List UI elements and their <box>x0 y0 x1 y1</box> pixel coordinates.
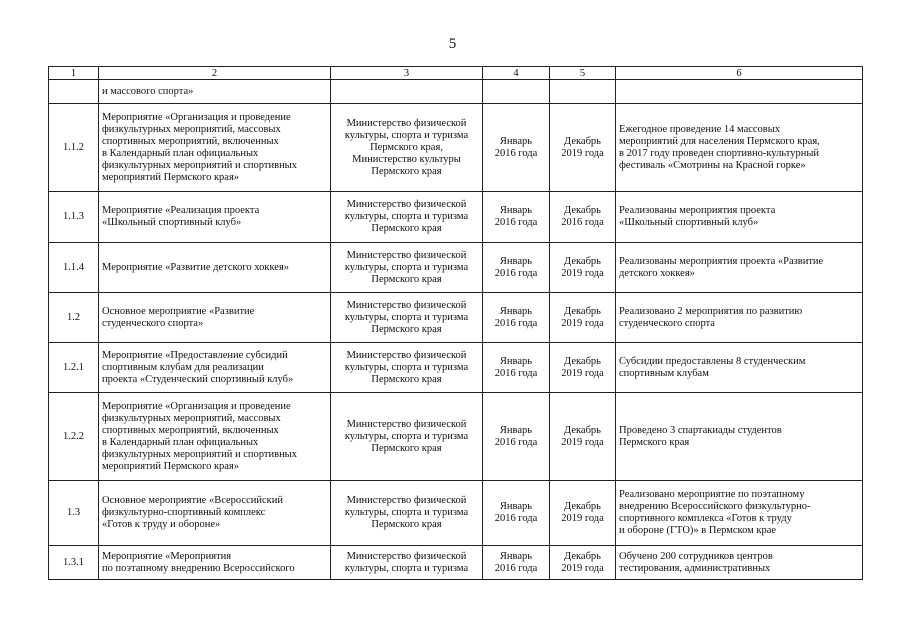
row-end-date: Декабрь 2019 года <box>550 393 616 481</box>
row-end-date: Декабрь 2019 года <box>550 293 616 343</box>
row-number: 1.1.4 <box>49 243 99 293</box>
row-number: 1.2.1 <box>49 343 99 393</box>
row-start-date: Январь 2016 года <box>483 481 550 546</box>
page-number: 5 <box>448 36 457 52</box>
row-number <box>49 80 99 104</box>
table-row <box>49 80 863 104</box>
row-start-date: Январь 2016 года <box>483 293 550 343</box>
row-result: Реализованы мероприятия проекта «Развитие детского хоккея» <box>616 243 863 293</box>
row-number: 1.1.2 <box>49 104 99 192</box>
row-executor: Министерство физической культуры, спорта и туризма Пермского края <box>331 192 483 243</box>
row-executor: Министерство физической культуры, спорта и туризма Пермского края <box>331 293 483 343</box>
row-executor: Министерство физической культуры, спорта и туризма Пермского края, Министерство культуры Пермского края <box>331 104 483 192</box>
row-executor: Министерство физической культуры, спорта и туризма Пермского края <box>331 243 483 293</box>
row-executor: Министерство физической культуры, спорта и туризма Пермского края <box>331 393 483 481</box>
row-end-date: Декабрь 2019 года <box>550 243 616 293</box>
row-start-date: Январь 2016 года <box>483 393 550 481</box>
row-event-name: Основное мероприятие «Развитие студенческого спорта» <box>99 293 331 343</box>
header-cell-1: 1 <box>49 67 99 80</box>
header-cell-4: 4 <box>483 67 550 80</box>
row-end-date: Декабрь 2019 года <box>550 343 616 393</box>
row-end-date: Декабрь 2019 года <box>550 546 616 580</box>
row-number: 1.2 <box>49 293 99 343</box>
row-number: 1.1.3 <box>49 192 99 243</box>
row-executor: Министерство физической культуры, спорта и туризма <box>331 546 483 580</box>
row-executor: Министерство физической культуры, спорта и туризма Пермского края <box>331 343 483 393</box>
header-cell-5: 5 <box>550 67 616 80</box>
row-event-name: Мероприятие «Развитие детского хоккея» <box>99 243 331 293</box>
row-number: 1.3.1 <box>49 546 99 580</box>
row-event-name: Основное мероприятие «Всероссийский физкультурно-спортивный комплекс «Готов к труду и обороне» <box>99 481 331 546</box>
row-start-date: Январь 2016 года <box>483 104 550 192</box>
row-start-date <box>483 80 550 104</box>
header-cell-2: 2 <box>99 67 331 80</box>
row-event-name: Мероприятие «Организация и проведение физкультурных мероприятий, массовых спортивных мероприятий, включенных в Календарный план официальных физкультурных мероприятий и спортивных мероприятий Пермского края» <box>99 393 331 481</box>
row-result: Проведено 3 спартакиады студентов Пермского края <box>616 393 863 481</box>
events-table <box>48 66 863 580</box>
row-result: Реализованы мероприятия проекта «Школьный спортивный клуб» <box>616 192 863 243</box>
table-header-row <box>49 67 863 80</box>
row-end-date: Декабрь 2019 года <box>550 481 616 546</box>
row-event-name: Мероприятие «Мероприятия по поэтапному внедрению Всероссийского <box>99 546 331 580</box>
row-executor: Министерство физической культуры, спорта и туризма Пермского края <box>331 481 483 546</box>
row-end-date: Декабрь 2016 года <box>550 192 616 243</box>
table-row <box>49 192 863 243</box>
row-result: Ежегодное проведение 14 массовых мероприятий для населения Пермского края, в 2017 году проведен спортивно-культурный фестиваль «Смотрины на Красной горке» <box>616 104 863 192</box>
row-event-name: Мероприятие «Организация и проведение физкультурных мероприятий, массовых спортивных мероприятий, включенных в Календарный план официальных физкультурных мероприятий и спортивных мероприятий Пермского края» <box>99 104 331 192</box>
row-end-date: Декабрь 2019 года <box>550 104 616 192</box>
table-row <box>49 481 863 546</box>
row-result <box>616 80 863 104</box>
row-number: 1.2.2 <box>49 393 99 481</box>
row-result: Реализовано 2 мероприятия по развитию студенческого спорта <box>616 293 863 343</box>
table-row <box>49 343 863 393</box>
row-start-date: Январь 2016 года <box>483 243 550 293</box>
row-executor <box>331 80 483 104</box>
header-cell-3: 3 <box>331 67 483 80</box>
table-row <box>49 393 863 481</box>
row-event-name: Мероприятие «Предоставление субсидий спортивным клубам для реализации проекта «Студенческий спортивный клуб» <box>99 343 331 393</box>
table-row <box>49 546 863 580</box>
row-event-name: Мероприятие «Реализация проекта «Школьный спортивный клуб» <box>99 192 331 243</box>
row-result: Субсидии предоставлены 8 студенческим спортивным клубам <box>616 343 863 393</box>
header-cell-6: 6 <box>616 67 863 80</box>
table-row <box>49 243 863 293</box>
row-number: 1.3 <box>49 481 99 546</box>
table-row <box>49 104 863 192</box>
row-end-date <box>550 80 616 104</box>
row-result: Реализовано мероприятие по поэтапному внедрению Всероссийского физкультурно- спортивного комплекса «Готов к труду и обороне (ГТО)» в Пермском крае <box>616 481 863 546</box>
row-event-name: и массового спорта» <box>99 80 331 104</box>
row-start-date: Январь 2016 года <box>483 343 550 393</box>
row-start-date: Январь 2016 года <box>483 546 550 580</box>
row-start-date: Январь 2016 года <box>483 192 550 243</box>
row-result: Обучено 200 сотрудников центров тестирования, административных <box>616 546 863 580</box>
table-row <box>49 293 863 343</box>
